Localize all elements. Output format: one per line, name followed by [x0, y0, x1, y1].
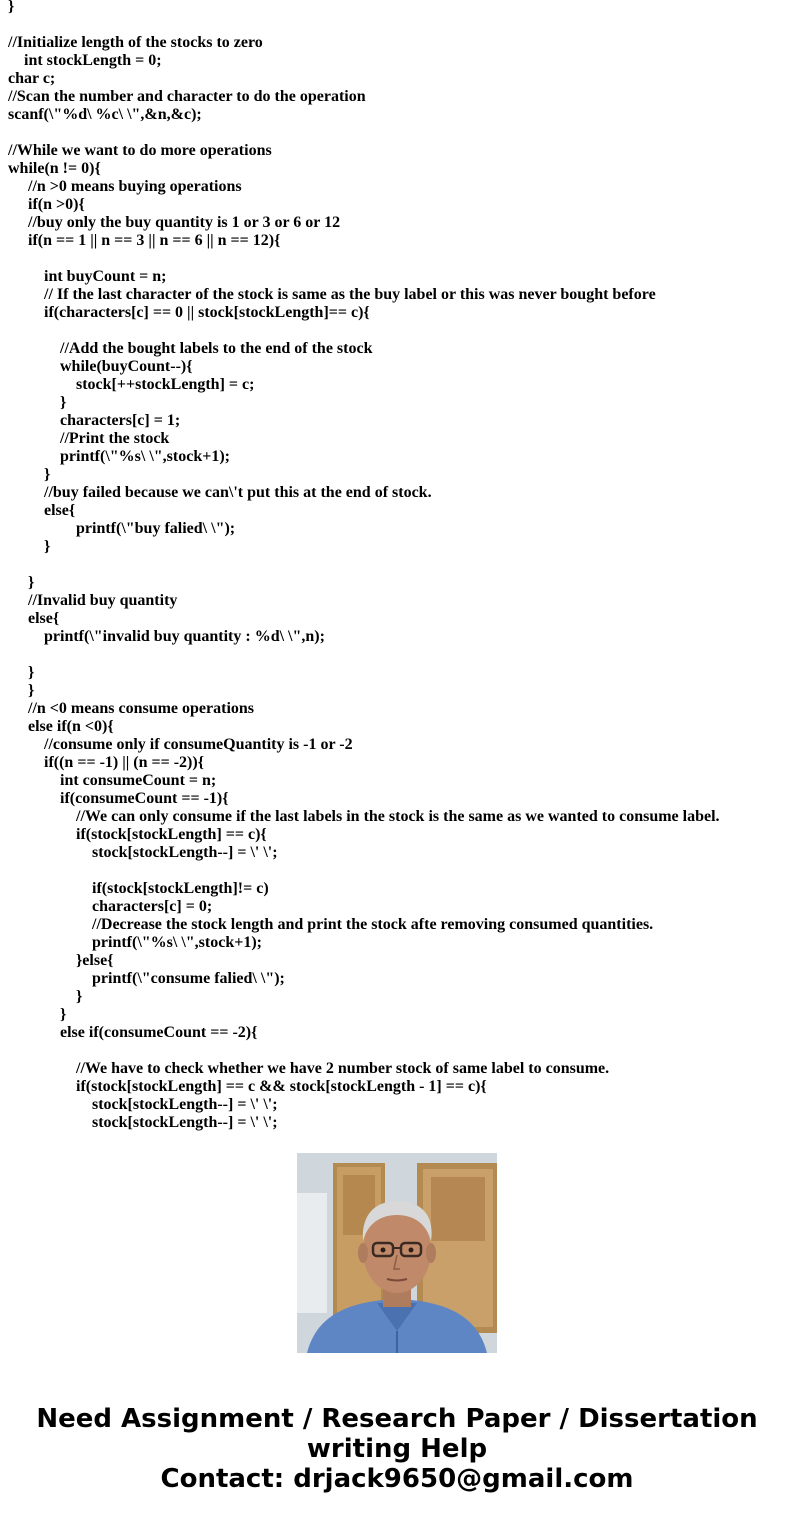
code-line: stock[++stockLength] = c;	[8, 376, 255, 393]
code-line: characters[c] = 1;	[8, 412, 181, 429]
code-line: else{	[8, 502, 76, 519]
code-line: if(stock[stockLength] == c){	[8, 826, 267, 843]
portrait-illustration	[297, 1153, 497, 1353]
author-portrait-photo	[297, 1153, 497, 1353]
code-line: else if(consumeCount == -2){	[8, 1024, 258, 1041]
code-line: int buyCount = n;	[8, 268, 167, 285]
code-line: stock[stockLength--] = \' \';	[8, 844, 278, 861]
code-line: //Initialize length of the stocks to zero	[8, 34, 263, 51]
code-line: if(stock[stockLength]!= c)	[8, 880, 269, 897]
code-line: //While we want to do more operations	[8, 142, 272, 159]
code-line: if(consumeCount == -1){	[8, 790, 229, 807]
code-line: //Print the stock	[8, 430, 170, 447]
code-line: }	[8, 538, 51, 555]
code-line: }	[8, 988, 83, 1005]
code-line: printf(\"buy falied\ \");	[8, 520, 236, 537]
code-line: if(characters[c] == 0 || stock[stockLength]== c){	[8, 304, 370, 321]
code-line: stock[stockLength--] = \' \';	[8, 1114, 278, 1131]
code-line: if(n >0){	[8, 196, 85, 213]
code-line: characters[c] = 0;	[8, 898, 213, 915]
code-line: else{	[8, 610, 60, 627]
code-line: printf(\"invalid buy quantity : %d\ \",n);	[8, 628, 325, 645]
code-line: }	[8, 0, 15, 15]
code-line: }	[8, 466, 51, 483]
code-line: //Scan the number and character to do the operation	[8, 88, 366, 105]
code-line: stock[stockLength--] = \' \';	[8, 1096, 278, 1113]
code-line: //We can only consume if the last labels in the stock is the same as we wanted to consume label.	[8, 808, 720, 825]
code-line: printf(\"%s\ \",stock+1);	[8, 448, 230, 465]
code-line: int consumeCount = n;	[8, 772, 217, 789]
code-line: //Invalid buy quantity	[8, 592, 178, 609]
code-line: }	[8, 682, 35, 699]
footer-contact-line: Contact: drjack9650@gmail.com	[160, 1464, 634, 1494]
code-line: if(stock[stockLength] == c && stock[stockLength - 1] == c){	[8, 1078, 487, 1095]
code-line: printf(\"consume falied\ \");	[8, 970, 285, 987]
code-line: //We have to check whether we have 2 number stock of same label to consume.	[8, 1060, 610, 1077]
footer-line-1: Need Assignment / Research Paper / Dissertation	[36, 1404, 758, 1434]
code-line: }	[8, 574, 35, 591]
code-line: printf(\"%s\ \",stock+1);	[8, 934, 262, 951]
code-line: int stockLength = 0;	[8, 52, 162, 69]
code-line: //buy only the buy quantity is 1 or 3 or 6 or 12	[8, 214, 341, 231]
code-line: }	[8, 1006, 67, 1023]
code-line: char c;	[8, 70, 56, 87]
code-line: //n >0 means buying operations	[8, 178, 242, 195]
code-line: if((n == -1) || (n == -2)){	[8, 754, 205, 771]
code-line: //buy failed because we can\'t put this at the end of stock.	[8, 484, 432, 501]
footer-line-2: writing Help	[306, 1434, 488, 1464]
code-line: // If the last character of the stock is same as the buy label or this was never bought before	[8, 286, 656, 303]
code-line: //n <0 means consume operations	[8, 700, 255, 717]
code-line: }	[8, 664, 35, 681]
code-line: while(buyCount--){	[8, 358, 193, 375]
code-line: //Decrease the stock length and print the stock afte removing consumed quantities.	[8, 916, 654, 933]
code-line: //Add the bought labels to the end of the stock	[8, 340, 373, 357]
code-line: //consume only if consumeQuantity is -1 or -2	[8, 736, 353, 753]
code-line: while(n != 0){	[8, 160, 101, 177]
code-line: }else{	[8, 952, 114, 969]
code-line: else if(n <0){	[8, 718, 114, 735]
code-line: }	[8, 394, 67, 411]
code-line: if(n == 1 || n == 3 || n == 6 || n == 12){	[8, 232, 281, 249]
code-line: scanf(\"%d\ %c\ \",&n,&c);	[8, 106, 202, 123]
